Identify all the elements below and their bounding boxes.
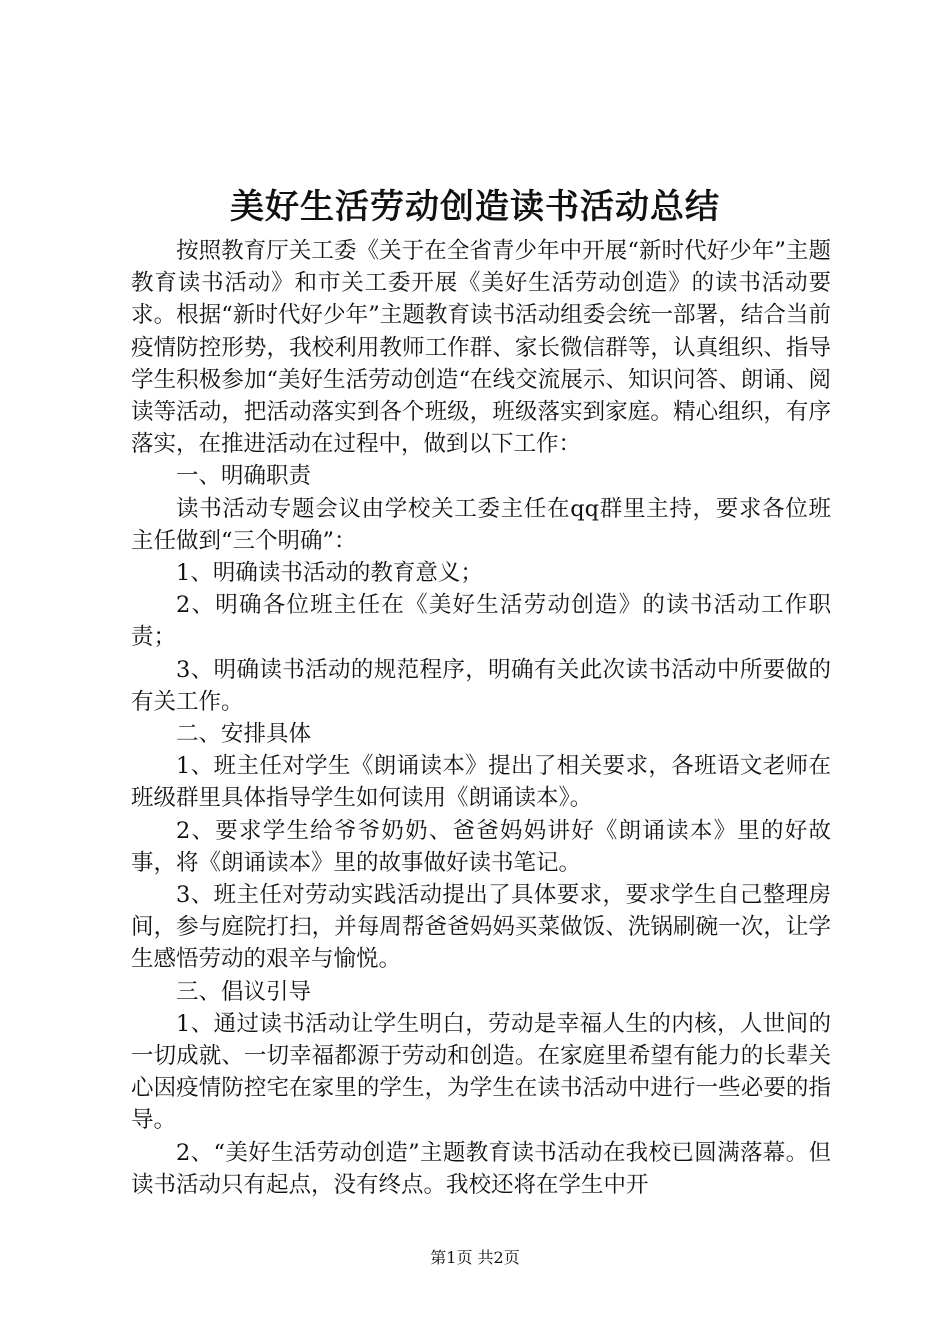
list-item: 1、班主任对学生《朗诵读本》提出了相关要求，各班语文老师在班级群里具体指导学生如何读用《朗诵读本》。 bbox=[131, 753, 831, 812]
list-item: 1、通过读书活动让学生明白，劳动是幸福人生的内核，人世间的一切成就、一切幸福都源于劳动和创造。在家庭里希望有能力的长辈关心因疫情防控宅在家里的学生，为学生在读书活动中进行一些必要的指导。 bbox=[131, 1010, 831, 1134]
page-footer: 第1页 共2页 bbox=[430, 1248, 520, 1267]
list-item: 2、明确各位班主任在《美好生活劳动创造》的读书活动工作职责； bbox=[131, 592, 831, 651]
section-heading-1: 一、明确职责 bbox=[176, 463, 312, 490]
list-item: 3、明确读书活动的规范程序，明确有关此次读书活动中所要做的有关工作。 bbox=[131, 656, 831, 715]
list-item: 2、“美好生活劳动创造”主题教育读书活动在我校已圆满落幕。但读书活动只有起点，没有终点。我校还将在学生中开 bbox=[131, 1139, 831, 1198]
list-item: 3、班主任对劳动实践活动提出了具体要求，要求学生自己整理房间，参与庭院打扫，并每周帮爸爸妈妈买菜做饭、洗锅刷碗一次，让学生感悟劳动的艰辛与愉悦。 bbox=[131, 882, 831, 973]
document-title: 美好生活劳动创造读书活动总结 bbox=[230, 187, 720, 227]
section-heading-3: 三、倡议引导 bbox=[176, 978, 312, 1005]
document-body bbox=[131, 235, 831, 1201]
paragraph-intro: 按照教育厅关工委《关于在全省青少年中开展“新时代好少年”主题教育读书活动》和市关工委开展《美好生活劳动创造》的读书活动要求。根据“新时代好少年”主题教育读书活动组委会统一部署，结合当前疫情防控形势，我校利用教师工作群、家长微信群等，认真组织、指导学生积极参加“美好生活劳动创造“在线交流展示、知识问答、朗诵、阅读等活动，把活动落实到各个班级，班级落实到家庭。精心组织，有序落实，在推进活动在过程中，做到以下工作： bbox=[131, 238, 831, 458]
list-item: 1、明确读书活动的教育意义； bbox=[176, 560, 483, 587]
section-heading-2: 二、安排具体 bbox=[176, 721, 312, 748]
paragraph: 读书活动专题会议由学校关工委主任在qq群里主持，要求各位班主任做到“三个明确”： bbox=[131, 495, 831, 554]
list-item: 2、要求学生给爷爷奶奶、爸爸妈妈讲好《朗诵读本》里的好故事，将《朗诵读本》里的故事做好读书笔记。 bbox=[131, 817, 831, 876]
